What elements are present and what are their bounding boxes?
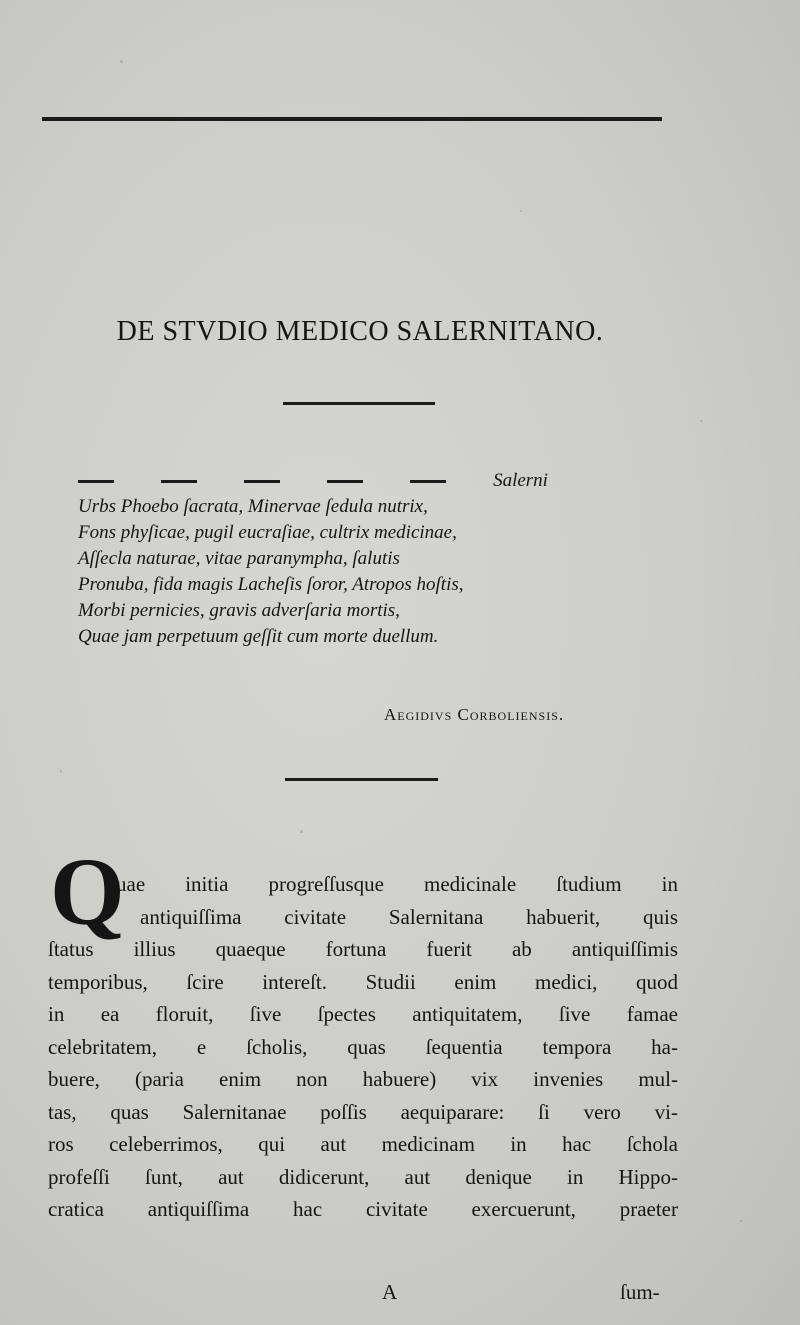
dash xyxy=(244,480,280,483)
body-line: profeſſi ſunt, aut didicerunt, aut denique in Hippo- xyxy=(48,1164,678,1189)
body-line: celebritatem, e ſcholis, quas ſequentia tempora ha- xyxy=(48,1034,678,1059)
drop-cap: Q xyxy=(50,838,125,945)
dash xyxy=(161,480,197,483)
catchword: ſum- xyxy=(620,1280,660,1304)
body-line: temporibus, ſcire intereſt. Studii enim medici, quod xyxy=(48,969,678,994)
paper-speck xyxy=(120,60,123,63)
epigraph-line: Morbi pernicies, gravis adverſaria mortis, xyxy=(78,600,400,621)
body-line: in ea floruit, ſive ſpectes antiquitatem, ſive famae xyxy=(48,1002,678,1026)
epigraph-first-word: Salerni xyxy=(493,470,548,491)
paper-speck xyxy=(300,830,303,833)
header-rule xyxy=(42,117,662,121)
dash xyxy=(410,480,446,483)
body-line: antiquiſſima civitate Salernitana habuerit, quis xyxy=(140,904,678,929)
body-paragraph xyxy=(48,868,678,1226)
paper-speck xyxy=(520,210,522,212)
title-rule xyxy=(283,402,435,405)
body-line: uae initia progreſſusque medicinale ſtudium in xyxy=(116,872,678,896)
epigraph-line: Aſſecla naturae, vitae paranympha, ſalutis xyxy=(78,548,400,569)
epigraph-line: Quae jam perpetuum geſſit cum morte duellum. xyxy=(78,626,439,647)
epigraph xyxy=(78,468,648,650)
epigraph-line: Fons phyſicae, pugil eucraſiae, cultrix medicinae, xyxy=(78,522,457,543)
body-line: ros celeberrimos, qui aut medicinam in hac ſchola xyxy=(48,1132,678,1156)
page-title: DE STVDIO MEDICO SALERNITANO. xyxy=(116,316,604,347)
dash xyxy=(327,480,363,483)
body-line: ſtatus illius quaeque fortuna fuerit ab antiquiſſimis xyxy=(48,937,678,961)
epigraph-author: Aegidivs Corboliensis. xyxy=(384,705,565,724)
paper-speck xyxy=(60,770,62,773)
epigraph-line: Pronuba, fida magis Lacheſis ſoror, Atropos hoſtis, xyxy=(78,574,464,595)
body-line: tas, quas Salernitanae poſſis aequiparare: ſi vero vi- xyxy=(48,1099,678,1124)
epigraph-dash-line xyxy=(78,468,648,494)
signature-mark: A xyxy=(382,1280,398,1304)
body-line: cratica antiquiſſima hac civitate exercuerunt, praeter xyxy=(48,1197,678,1221)
section-rule xyxy=(285,778,438,781)
epigraph-line: Urbs Phoebo ſacrata, Minervae ſedula nutrix, xyxy=(78,496,428,517)
paper-speck xyxy=(700,420,703,422)
paper-speck xyxy=(740,1220,742,1222)
dash xyxy=(78,480,114,483)
body-line: buere, (paria enim non habuere) vix invenies mul- xyxy=(48,1067,678,1091)
